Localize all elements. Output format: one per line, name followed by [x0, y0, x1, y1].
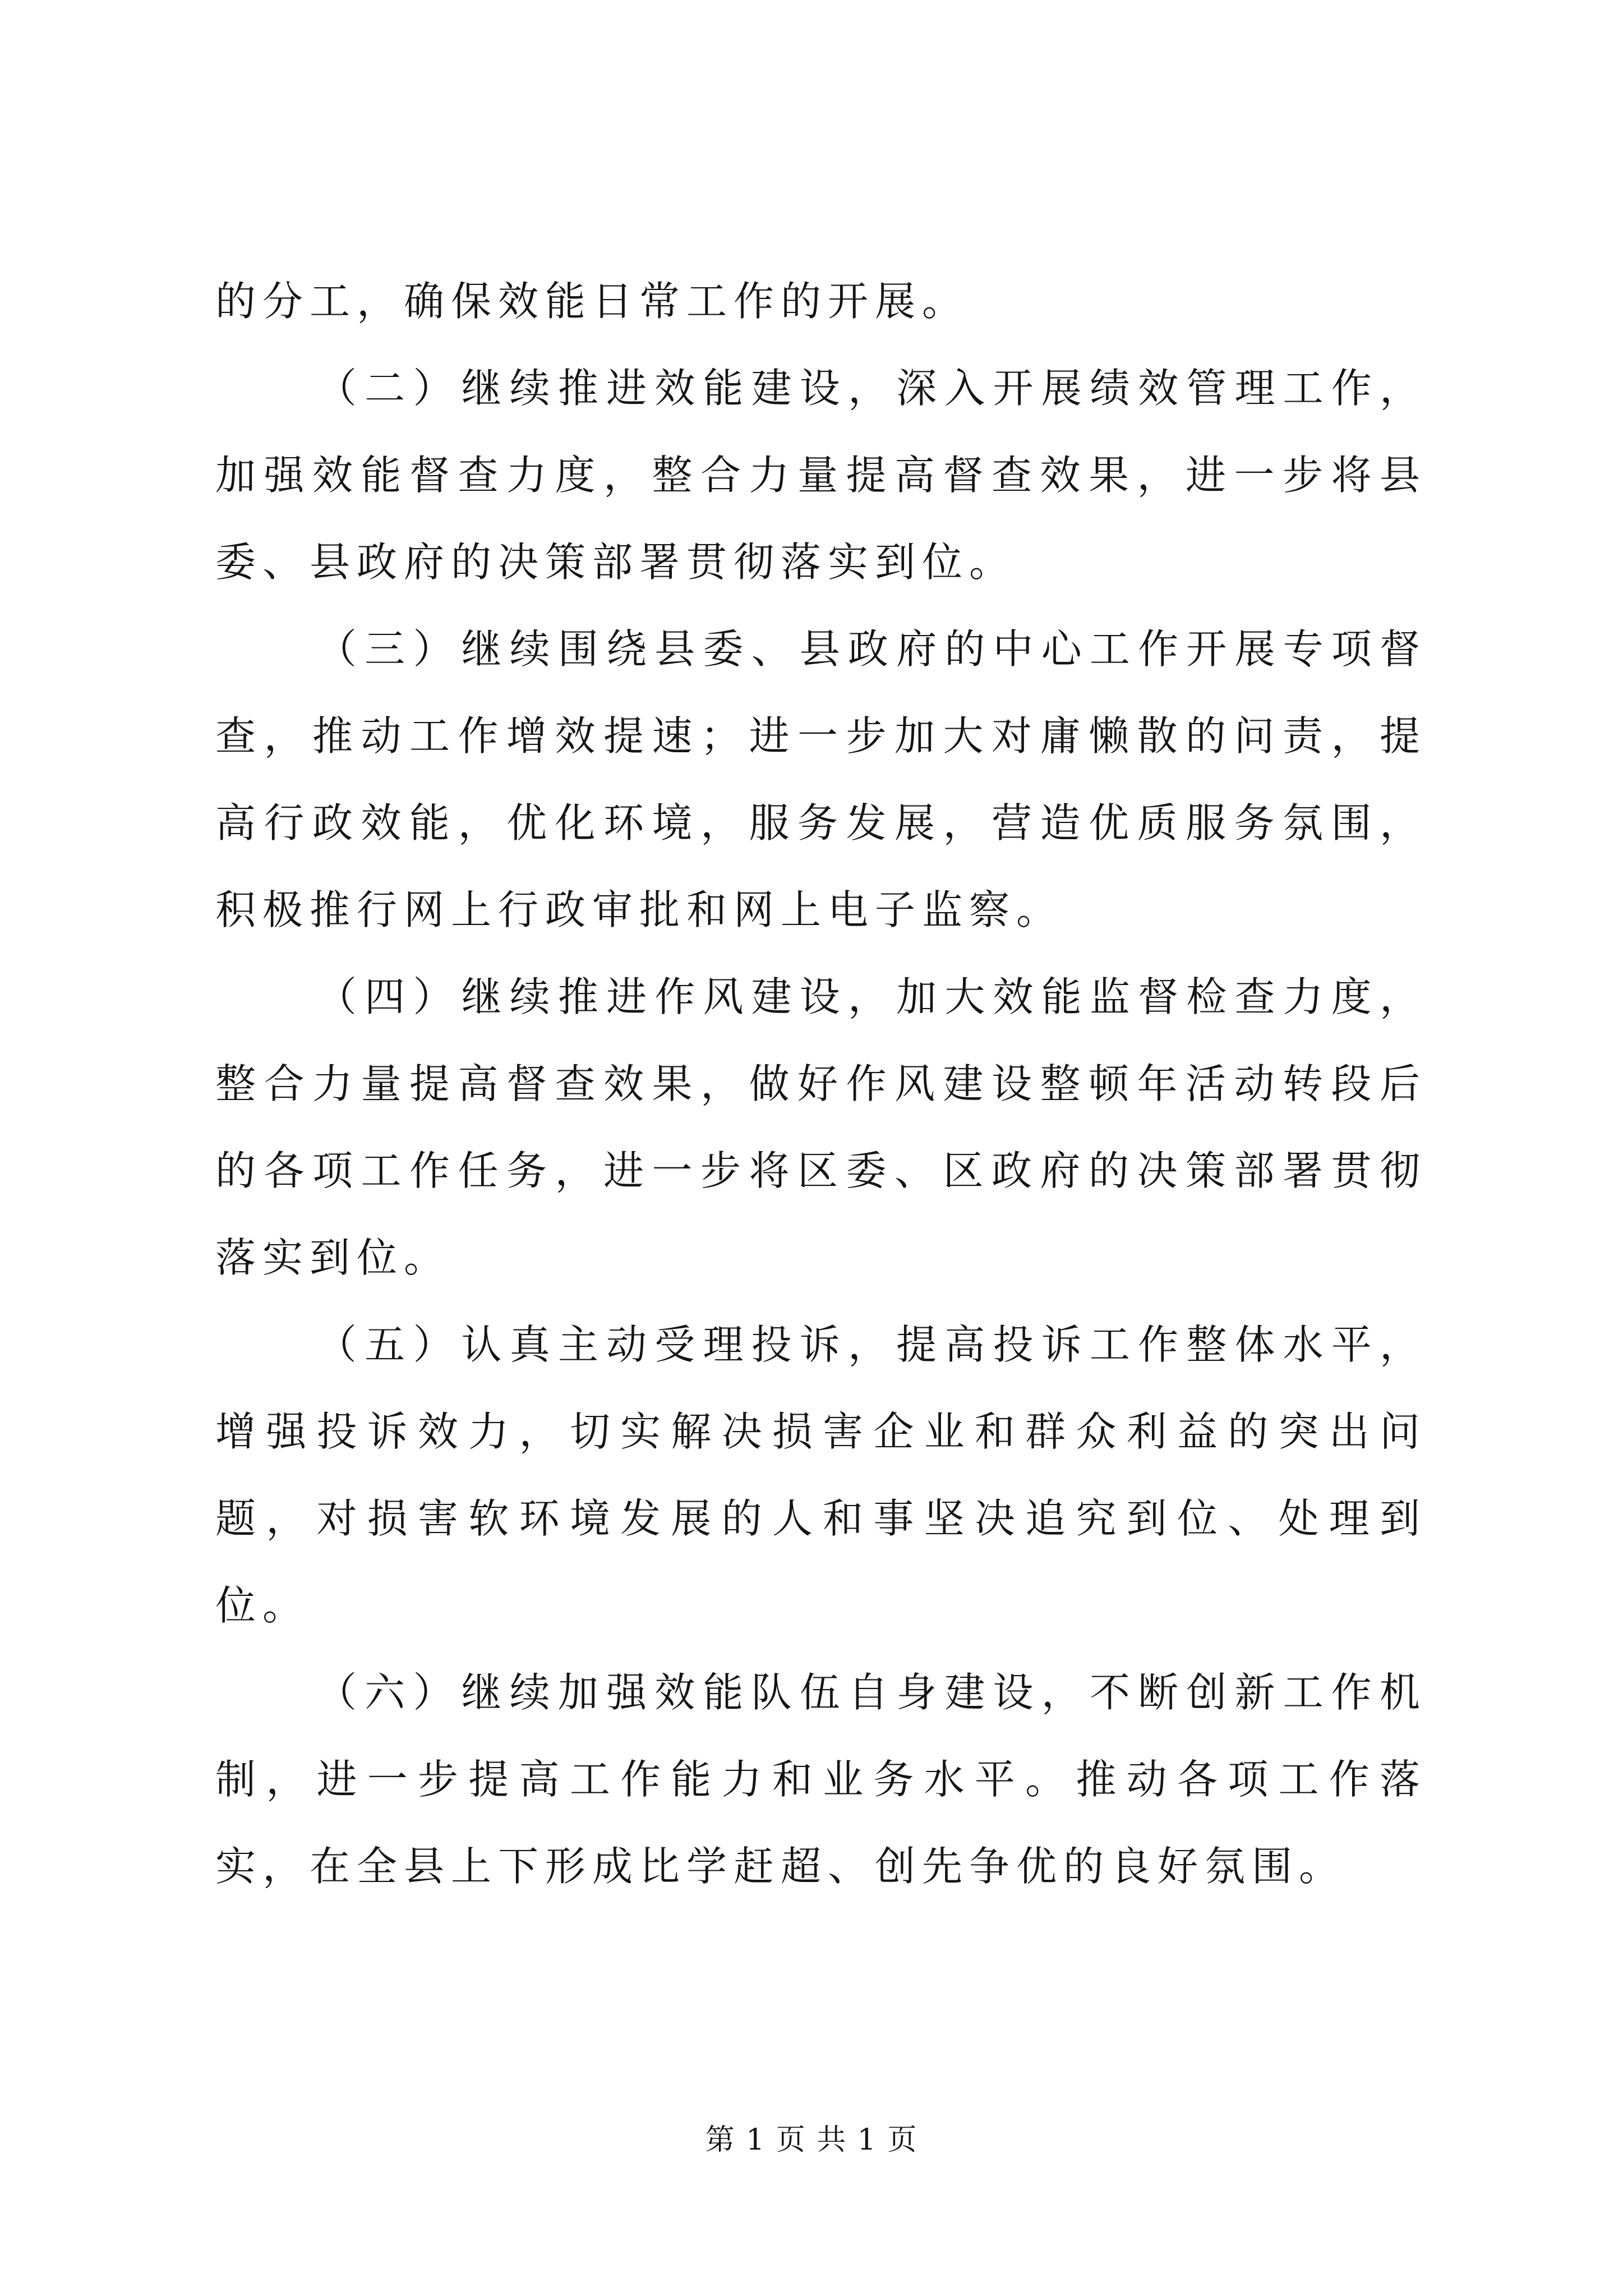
page-footer: 第 1 页 共 1 页: [705, 2123, 918, 2157]
paragraph-continuation: 的分工，确保效能日常工作的开展。: [215, 278, 970, 325]
paragraph-item-5: （五）认真主动受理投诉，提高投诉工作整体水平，增强投诉效力，切实解决损害企业和群众利益的突出问题，对损害软环境发展的人和事坚决追究到位、处理到位。: [215, 1321, 1427, 1629]
document-body: [215, 258, 1427, 1910]
paragraph-item-6: （六）继续加强效能队伍自身建设，不断创新工作机制，进一步提高工作能力和业务水平。推动各项工作落实，在全县上下形成比学赶超、创先争优的良好氛围。: [215, 1669, 1427, 1890]
paragraph-item-4: （四）继续推进作风建设，加大效能监督检查力度，整合力量提高督查效果，做好作风建设整顿年活动转段后的各项工作任务，进一步将区委、区政府的决策部署贯彻落实到位。: [215, 973, 1427, 1281]
paragraph-item-3: （三）继续围绕县委、县政府的中心工作开展专项督查，推动工作增效提速；进一步加大对庸懒散的问责，提高行政效能，优化环境，服务发展，营造优质服务氛围，积极推行网上行政审批和网上电子监察。: [215, 625, 1427, 933]
paragraph-item-2: （二）继续推进效能建设，深入开展绩效管理工作，加强效能督查力度，整合力量提高督查效果，进一步将县委、县政府的决策部署贯彻落实到位。: [215, 365, 1427, 586]
